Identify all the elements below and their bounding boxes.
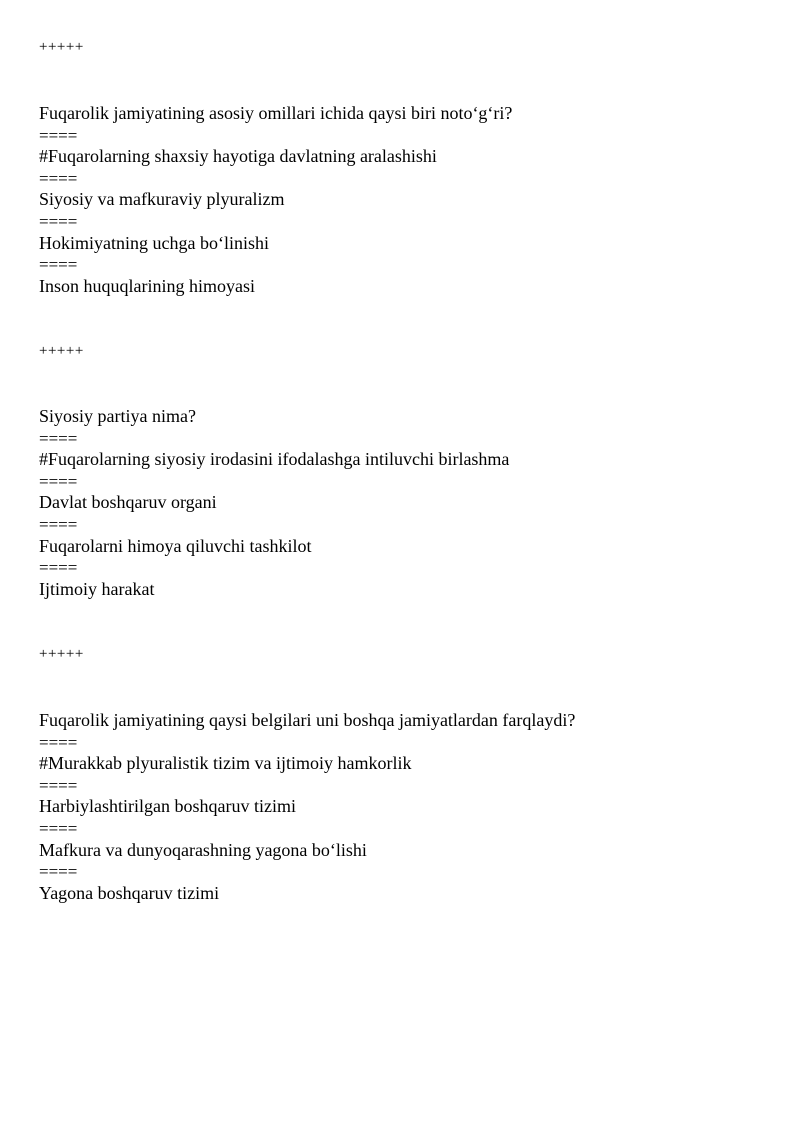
question-text: Fuqarolik jamiyatining asosiy omillari ichida qaysi biri noto‘g‘ri? [39,103,513,123]
option-separator: ==== [39,558,78,578]
question-marker-text: +++++ [39,39,84,55]
option-separator: ==== [39,514,78,534]
option: Harbiylashtirilgan boshqaruv tizimi [39,796,296,817]
option-correct: #Murakkab plyuralistik tizim va ijtimoiy hamkorlik [39,753,412,774]
option-separator: ==== [39,168,78,188]
option: Hokimiyatning uchga bo‘linishi [39,232,269,253]
option-separator: ==== [39,255,78,275]
option-separator: ==== [39,125,78,145]
question-marker [39,38,779,56]
option: Fuqarolarni himoya qiluvchi tashkilot [39,535,312,556]
option: Inson huquqlarining himoyasi [39,275,255,296]
question-text: Fuqarolik jamiyatining qaysi belgilari uni boshqa jamiyatlardan farqlaydi? [39,710,576,730]
question-block [39,406,779,600]
question-block [39,710,779,904]
option-separator: ==== [39,732,78,752]
question-marker-text: +++++ [39,646,84,662]
option-separator: ==== [39,471,78,491]
option: Mafkura va dunyoqarashning yagona bo‘lishi [39,839,367,860]
option-correct: #Fuqarolarning shaxsiy hayotiga davlatning aralashishi [39,146,437,167]
question-marker [39,342,779,360]
option-separator: ==== [39,818,78,838]
option: Davlat boshqaruv organi [39,492,217,513]
option-separator: ==== [39,211,78,231]
question-block [39,103,779,297]
option-separator: ==== [39,862,78,882]
option-separator: ==== [39,775,78,795]
question-marker-text: +++++ [39,343,84,359]
option: Siyosiy va mafkuraviy plyuralizm [39,189,285,210]
option: Yagona boshqaruv tizimi [39,882,220,903]
option: Ijtimoiy harakat [39,578,155,599]
question-marker [39,645,779,663]
question-text: Siyosiy partiya nima? [39,406,196,426]
option-separator: ==== [39,428,78,448]
option-correct: #Fuqarolarning siyosiy irodasini ifodalashga intiluvchi birlashma [39,449,510,470]
